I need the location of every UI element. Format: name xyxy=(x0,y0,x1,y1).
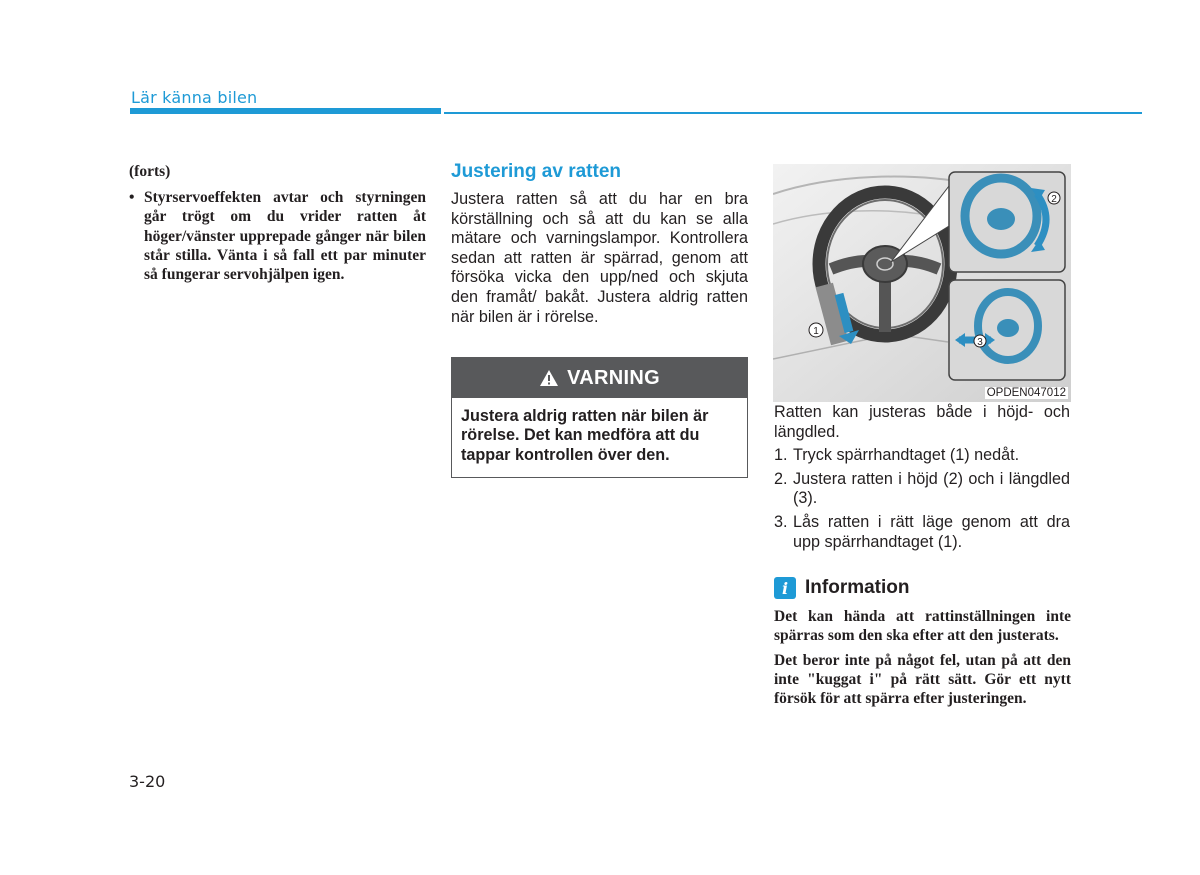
adjust-intro: Ratten kan justeras både i höjd- och längdled. xyxy=(774,403,1070,441)
header-accent-bar xyxy=(130,108,441,114)
callout-1-label: 1 xyxy=(813,326,819,337)
warning-text: Justera aldrig ratten när bilen är rörelse. Det kan medföra att du tappar kontrollen över den. xyxy=(461,407,709,464)
info-paragraph: Det kan hända att rattinställningen inte spärras som den ska efter att den justerats. xyxy=(774,608,1071,645)
bullet-item: • Styrservoeffekten avtar och styrningen går trögt om du vrider ratten åt höger/vänster upprepade gånger när bilen står stilla. Vänta i så fall ett par minuter så fungerar servohjälpen igen. xyxy=(129,188,426,284)
warning-header xyxy=(452,358,747,398)
step-text: Lås ratten i rätt läge genom att dra upp spärrhandtaget (1). xyxy=(793,512,1070,551)
information-title: Information xyxy=(805,577,910,598)
step-item xyxy=(774,470,1070,509)
warning-triangle-icon xyxy=(539,369,559,387)
warning-title: VARNING xyxy=(567,366,660,389)
info-icon: i xyxy=(774,577,796,599)
step-number: 2. xyxy=(774,469,788,488)
adjust-steps xyxy=(774,446,1070,552)
step-item xyxy=(774,446,1070,466)
callout-2-label: 2 xyxy=(1051,194,1057,205)
step-item xyxy=(774,513,1070,552)
info-paragraph: Det beror inte på något fel, utan på att den inte "kuggat i" på rätt sätt. Gör ett nytt försök för att spärra efter justeringen. xyxy=(774,651,1071,708)
middle-column xyxy=(451,161,748,327)
section-title: Lär känna bilen xyxy=(131,88,258,107)
body-paragraph: Justera ratten så att du har en bra körställning och så att du kan se alla mätare och varningslampor. Kontrollera sedan att ratten är spärrad, genom att försöka vicka den upp/ned och skjuta den framåt/ bakåt. Justera aldrig ratten när bilen är i rörelse. xyxy=(451,190,748,326)
page-number: 3-20 xyxy=(129,772,166,791)
callout-3-label: 3 xyxy=(977,337,983,348)
step-text: Justera ratten i höjd (2) och i längdled (3). xyxy=(793,469,1070,508)
steering-adjustment-illustration xyxy=(773,164,1071,402)
figure-code: OPDEN047012 xyxy=(986,387,1066,399)
right-column xyxy=(774,403,1070,556)
steering-wheel-drawing xyxy=(773,164,1071,402)
section-heading: Justering av ratten xyxy=(451,161,621,182)
step-number: 3. xyxy=(774,512,788,531)
step-number: 1. xyxy=(774,446,788,465)
information-body xyxy=(774,607,1071,713)
warning-box xyxy=(451,357,748,478)
information-heading xyxy=(774,577,910,599)
step-text: Tryck spärrhandtaget (1) nedåt. xyxy=(793,446,1020,465)
header-rule xyxy=(444,112,1142,114)
left-column xyxy=(129,162,426,284)
continued-label: (forts) xyxy=(129,163,171,180)
